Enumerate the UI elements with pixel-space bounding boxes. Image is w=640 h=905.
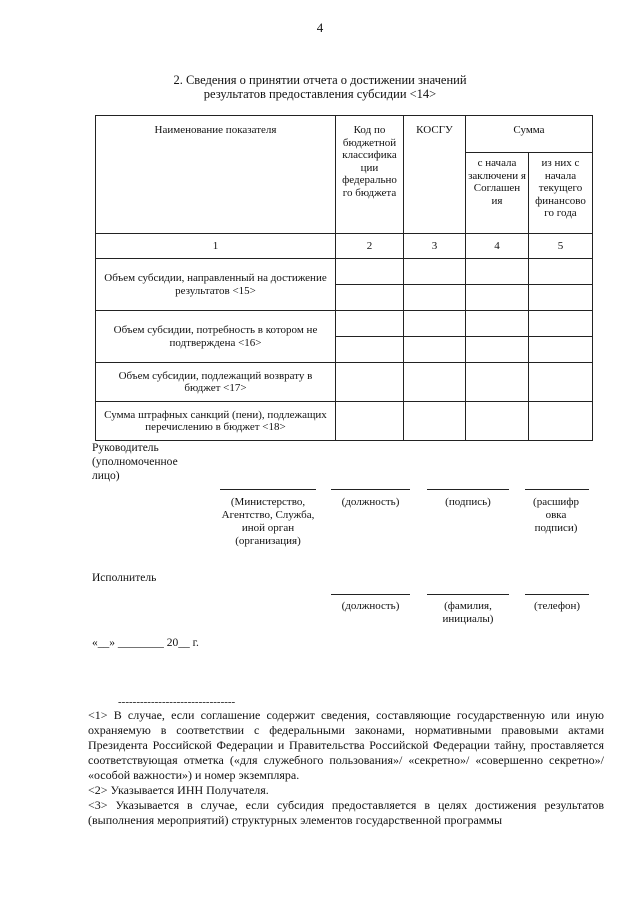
column-number: 5 (529, 234, 593, 259)
header-budget-code: Код по бюджетной классифика ции федерально го бюджета (336, 116, 404, 234)
section-title-line2: результатов предоставления субсидии <14> (203, 87, 437, 101)
table-cell (404, 311, 466, 337)
table-cell (336, 311, 404, 337)
executor-name-line (427, 594, 509, 595)
row-label-return: Объем субсидии, подлежащий возврату в бюджет <17> (96, 363, 336, 402)
head-org-caption: (Министерство, Агентство, Служба, иной орган (организация) (221, 496, 315, 547)
executor-position-line (331, 594, 410, 595)
head-decoding-caption: (расшифр овка подписи) (533, 496, 579, 534)
footnote-2: <2> Указывается ИНН Получателя. (88, 783, 269, 797)
column-number: 4 (466, 234, 529, 259)
executor-phone-caption: (телефон) (533, 600, 581, 612)
table-cell (336, 259, 404, 285)
head-position-line (331, 489, 410, 490)
row-label-penalties: Сумма штрафных санкций (пени), подлежащих перечислению в бюджет <18> (96, 402, 336, 441)
executor-position-caption: (должность) (341, 600, 400, 612)
row-label-directed: Объем субсидии, направленный на достижение результатов <15> (96, 259, 336, 311)
table-cell (466, 363, 529, 402)
table-cell (466, 259, 529, 285)
table-cell (336, 402, 404, 441)
table-cell (529, 259, 593, 285)
footnotes (88, 697, 604, 828)
footnote-1: <1> В случае, если соглашение содержит сведения, составляющие государственную или иную охраняемую в соответствии с федеральными законами, нормативными правовыми актами Президента Российской Федерации и Правительства Российской Федерации тайну, проставляется соответствующая отметка («для служебного пользования»/ «секретно»/ «совершенно секретно»/ «особой важности») и номер экземпляра. (88, 708, 604, 782)
section-title (150, 73, 490, 101)
table-cell (404, 402, 466, 441)
column-number: 2 (336, 234, 404, 259)
footnote-separator: -------------------------------- (118, 696, 236, 708)
table-cell (466, 285, 529, 311)
executor-name-caption: (фамилия, инициалы) (442, 600, 494, 625)
table-cell (336, 285, 404, 311)
table-cell (529, 311, 593, 337)
row-label-unconfirmed: Объем субсидии, потребность в котором не подтверждена <16> (96, 311, 336, 363)
table-cell (529, 285, 593, 311)
head-position-caption: (должность) (341, 496, 400, 508)
table-cell (336, 337, 404, 363)
table-cell (404, 259, 466, 285)
page-number: 4 (316, 20, 324, 35)
subsidy-report-table (95, 115, 593, 441)
header-sum-current-year: из них с начала текущего финансово го года (529, 153, 593, 234)
executor-phone-line (525, 594, 589, 595)
date-line: «__» ________ 20__ г. (92, 637, 199, 649)
table-cell (404, 363, 466, 402)
table-cell (529, 337, 593, 363)
section-title-line1: 2. Сведения о принятии отчета о достижении значений (173, 73, 467, 87)
table-cell (529, 363, 593, 402)
head-org-line (220, 489, 316, 490)
table-cell (529, 402, 593, 441)
header-sum-since-agreement: с начала заключени я Соглашен ия (466, 153, 529, 234)
table-cell (336, 363, 404, 402)
head-signature-caption: (подпись) (445, 496, 491, 508)
header-sum: Сумма (466, 116, 593, 153)
table-cell (466, 311, 529, 337)
head-signature-line (427, 489, 509, 490)
table-cell (404, 285, 466, 311)
table-cell (466, 402, 529, 441)
head-label: Руководитель (уполномоченное лицо) (92, 442, 178, 482)
column-number: 1 (96, 234, 336, 259)
footnote-3: <3> Указывается в случае, если субсидия предоставляется в целях достижения результатов (выполнения мероприятий) структурных элементов государственной программы (88, 798, 604, 827)
table-cell (404, 337, 466, 363)
executor-label: Исполнитель (92, 572, 157, 584)
header-indicator: Наименование показателя (96, 116, 336, 234)
column-number: 3 (404, 234, 466, 259)
header-kosgu: КОСГУ (404, 116, 466, 234)
table-cell (466, 337, 529, 363)
head-decoding-line (525, 489, 589, 490)
